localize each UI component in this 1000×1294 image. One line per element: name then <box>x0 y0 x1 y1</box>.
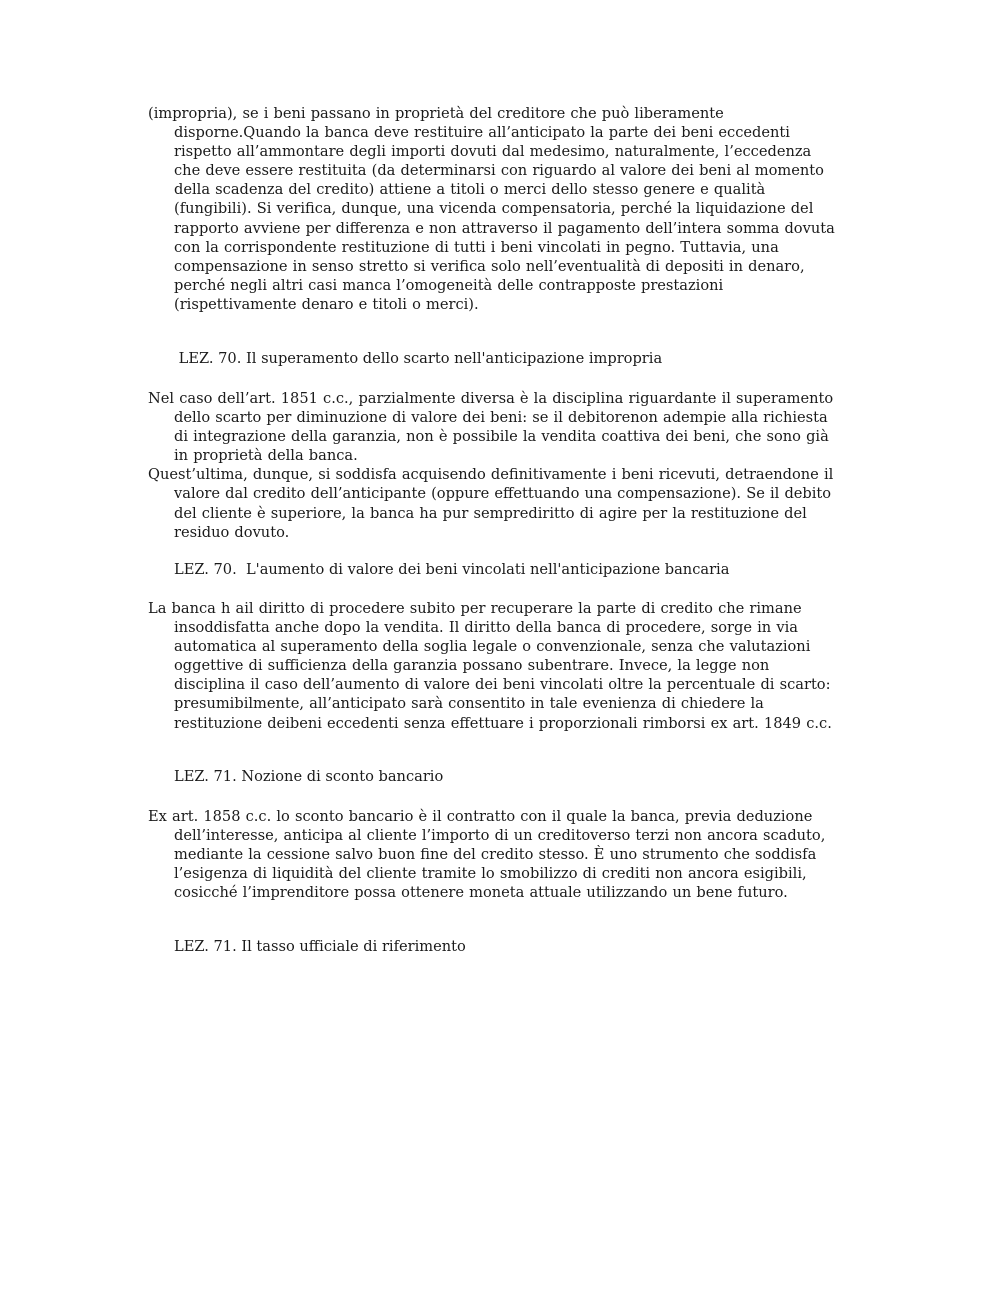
heading-block-1 <box>148 349 838 368</box>
body-paragraph: La banca h ail diritto di procedere subito per recuperare la parte di credito che rimane insoddisfatta anche dopo la vendita. Il diritto della banca di procedere, sorge in via automatica al superamento della soglia legale o convenzionale, senza che valutazioni oggettive di sufficienza della garanzia possano subentrare. Invece, la legge non disciplina il caso dell’aumento di valore dei beni vincolati oltre la percentuale di scarto: presumibilmente, all’anticipato sarà consentito in tale evenienza di chiedere la restituzione deibeni eccedenti senza effettuare i proporzionali rimborsi ex art. 1849 c.c. <box>148 600 832 732</box>
body-paragraph: Nel caso dell’art. 1851 c.c., parzialmente diversa è la disciplina riguardante il superamento dello scarto per diminuzione di valore dei beni: se il debitorenon adempie alla richiesta di integrazione della garanzia, non è possibile la vendita coattiva dei beni, che sono già in proprietà della banca. <box>148 390 834 465</box>
paragraph-block-3 <box>148 599 838 733</box>
paragraph-block-1 <box>148 104 838 314</box>
section-heading: LEZ. 70. Il superamento dello scarto nell'anticipazione impropria <box>174 350 663 367</box>
paragraph-block-4 <box>148 807 838 902</box>
body-paragraph: Quest’ultima, dunque, si soddisfa acquisendo definitivamente i beni ricevuti, detraendone il valore dal credito dell’anticipante (oppure effettuando una compensazione). Se il debito del cliente è superiore, la banca ha pur semprediritto di agire per la restituzione del residuo dovuto. <box>148 466 834 541</box>
paragraph-block-2 <box>148 389 838 542</box>
section-heading: LEZ. 71. Nozione di sconto bancario <box>174 768 444 785</box>
heading-block-3 <box>148 767 838 786</box>
body-paragraph: (impropria), se i beni passano in proprietà del creditore che può liberamente disporne.Quando la banca deve restituire all’anticipato la parte dei beni eccedenti rispetto all’ammontare degli importi dovuti dal medesimo, naturalmente, l’eccedenza che deve essere restituita (da determinarsi con riguardo al valore dei beni al momento della scadenza del credito) attiene a titoli o merci dello stesso genere e qualità (fungibili). Si verifica, dunque, una vicenda compensatoria, perché la liquidazione del rapporto avviene per differenza e non attraverso il pagamento dell’intera somma dovuta con la corrispondente restituzione di tutti i beni vincolati in pegno. Tuttavia, una compensazione in senso stretto si verifica solo nell’eventualità di depositi in denaro, perché negli altri casi manca l’omogeneità delle contrapposte prestazioni (rispettivamente denaro e titoli o merci). <box>148 105 835 313</box>
body-paragraph: Ex art. 1858 c.c. lo sconto bancario è il contratto con il quale la banca, previa deduzione dell’interesse, anticipa al cliente l’importo di un creditoverso terzi non ancora scaduto, mediante la cessione salvo buon fine del credito stesso. È uno strumento che soddisfa l’esigenza di liquidità del cliente tramite lo smobilizzo di crediti non ancora esigibili, cosicché l’imprenditore possa ottenere moneta attuale utilizzando un bene futuro. <box>148 808 826 902</box>
section-heading: LEZ. 70. L'aumento di valore dei beni vincolati nell'anticipazione bancaria <box>174 561 730 578</box>
section-heading: LEZ. 71. Il tasso ufficiale di riferimento <box>174 938 466 955</box>
heading-block-4 <box>148 937 838 956</box>
heading-block-2 <box>148 560 838 579</box>
